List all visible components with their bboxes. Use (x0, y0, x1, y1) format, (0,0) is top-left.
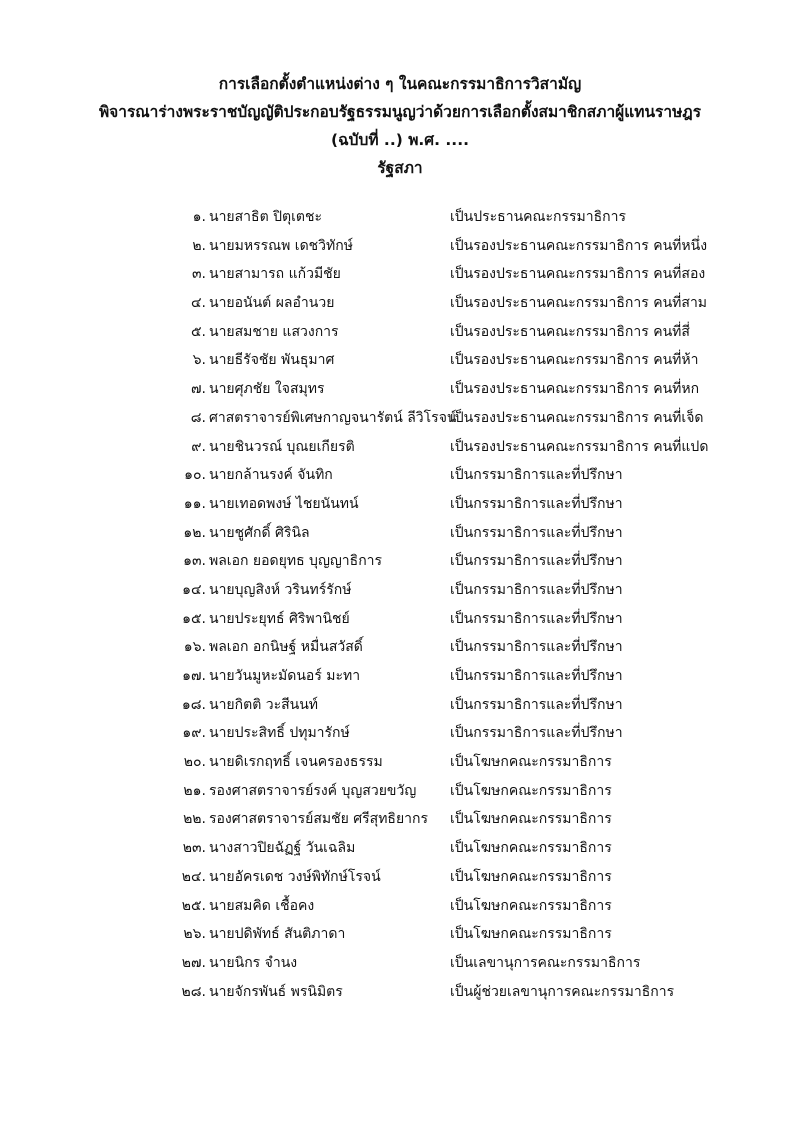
member-role: เป็นกรรมาธิการและที่ปรึกษา (450, 725, 623, 742)
member-name: นายมหรรณพ เดชวิทักษ์ (209, 237, 353, 254)
member-number: ๒๑. (183, 782, 206, 799)
member-number: ๗. (191, 381, 206, 398)
member-number: ๖. (192, 352, 206, 369)
member-row (0, 289, 800, 318)
member-name: นายประสิทธิ์ ปทุมารักษ์ (209, 725, 350, 742)
member-number: ๒๕. (181, 897, 206, 914)
member-row (0, 346, 800, 375)
member-row (0, 605, 800, 634)
member-number: ๘. (190, 409, 206, 426)
member-name: นายดิเรกฤทธิ์ เจนครองธรรม (209, 754, 383, 771)
member-number: ๒. (192, 237, 206, 254)
member-number: ๒๐. (183, 754, 206, 771)
member-name: นายวันมูหะมัดนอร์ มะทา (209, 668, 361, 684)
member-row (0, 777, 800, 806)
member-role: เป็นรองประธานคณะกรรมาธิการ คนที่หก (450, 381, 700, 398)
member-number: ๑๗. (182, 668, 206, 684)
member-name: นายสมคิด เชื้อคง (209, 897, 315, 914)
member-row (0, 949, 800, 978)
member-role: เป็นรองประธานคณะกรรมาธิการ คนที่ห้า (450, 352, 699, 369)
member-name: รองศาสตราจารย์รงค์ บุญสวยขวัญ (209, 782, 417, 799)
member-row (0, 805, 800, 834)
member-role: เป็นรองประธานคณะกรรมาธิการ คนที่เจ็ด (450, 409, 704, 426)
member-name: นายศุภชัย ใจสมุทร (209, 381, 325, 398)
member-name: รองศาสตราจารย์สมชัย ศรีสุทธิยากร (209, 811, 429, 828)
member-name: นายนิกร จำนง (209, 954, 298, 971)
member-number: ๒๖. (183, 926, 206, 943)
member-role: เป็นโฆษกคณะกรรมาธิการ (450, 926, 612, 943)
member-row (0, 978, 800, 1007)
member-number: ๔. (190, 295, 206, 312)
member-number: ๑๐. (184, 467, 206, 484)
member-row (0, 691, 800, 720)
document-institution: รัฐสภา (377, 159, 423, 177)
member-name: นายชินวรณ์ บุณยเกียรติ (209, 438, 355, 455)
member-list (0, 203, 800, 1006)
member-role: เป็นกรรมาธิการและที่ปรึกษา (450, 467, 623, 484)
member-name: นายกิตติ วะสีนนท์ (209, 696, 319, 713)
member-role: เป็นเลขานุการคณะกรรมาธิการ (450, 954, 641, 971)
document-edition: (ฉบับที่ ..) พ.ศ. .... (331, 131, 469, 149)
member-role: เป็นโฆษกคณะกรรมาธิการ (450, 754, 612, 771)
member-row (0, 748, 800, 777)
member-role: เป็นโฆษกคณะกรรมาธิการ (450, 782, 612, 799)
member-row (0, 719, 800, 748)
member-role: เป็นกรรมาธิการและที่ปรึกษา (450, 639, 623, 656)
member-name: นายสาธิต ปิตุเตชะ (209, 209, 323, 225)
member-number: ๑๒. (183, 524, 206, 541)
member-row (0, 519, 800, 548)
member-name: นายอัครเดช วงษ์พิทักษ์โรจน์ (209, 868, 381, 885)
member-number: ๕. (190, 323, 206, 340)
member-name: พลเอก อกนิษฐ์ หมื่นสวัสดิ์ (209, 639, 363, 656)
member-row (0, 318, 800, 347)
member-row (0, 461, 800, 490)
member-name: นายสามารถ แก้วมีชัย (209, 266, 341, 283)
member-name: ศาสตราจารย์พิเศษกาญจนารัตน์ ลีวิโรจน์ (209, 409, 457, 426)
member-row (0, 920, 800, 949)
member-name: นางสาวปิยฉัฏฐ์ วันเฉลิม (209, 840, 356, 857)
member-name: นายกล้านรงค์ จันทิก (209, 467, 333, 484)
member-name: นายเทอดพงษ์ ไชยนันทน์ (209, 495, 359, 512)
member-role: เป็นโฆษกคณะกรรมาธิการ (450, 840, 612, 857)
member-row (0, 490, 800, 519)
member-name: พลเอก ยอดยุทธ บุญญาธิการ (209, 553, 383, 570)
document-header (0, 70, 800, 182)
member-number: ๒๓. (182, 840, 206, 857)
member-name: นายจักรพันธ์ พรนิมิตร (209, 983, 343, 1000)
member-role: เป็นรองประธานคณะกรรมาธิการ คนที่หนึ่ง (450, 237, 708, 254)
member-name: นายประยุทธ์ ศิริพานิชย์ (209, 610, 350, 627)
document-subtitle: พิจารณาร่างพระราชบัญญัติประกอบรัฐธรรมนูญว่าด้วยการเลือกตั้งสมาชิกสภาผู้แทนราษฎร (98, 103, 702, 121)
member-number: ๒๔. (181, 868, 206, 885)
member-name: นายปดิพัทธ์ สันติภาดา (209, 926, 346, 943)
member-row (0, 375, 800, 404)
member-name: นายสมชาย แสวงการ (209, 323, 339, 340)
member-number: ๑๔. (182, 581, 206, 598)
member-number: ๙. (191, 438, 206, 455)
member-role: เป็นโฆษกคณะกรรมาธิการ (450, 868, 612, 885)
member-role: เป็นรองประธานคณะกรรมาธิการ คนที่สอง (450, 266, 706, 283)
member-number: ๑๓. (183, 553, 206, 570)
member-row (0, 892, 800, 921)
member-row (0, 232, 800, 261)
member-name: นายธีรัจชัย พันธุมาศ (209, 352, 335, 369)
member-role: เป็นกรรมาธิการและที่ปรึกษา (450, 495, 623, 512)
member-number: ๑๘. (181, 696, 206, 713)
member-row (0, 260, 800, 289)
member-number: ๑๙. (182, 725, 206, 742)
member-role: เป็นกรรมาธิการและที่ปรึกษา (450, 668, 623, 684)
member-role: เป็นกรรมาธิการและที่ปรึกษา (450, 524, 623, 541)
member-name: นายบุญสิงห์ วรินทร์รักษ์ (209, 581, 352, 598)
member-number: ๒๒. (183, 811, 206, 828)
member-number: ๒๘. (181, 983, 206, 1000)
member-row (0, 662, 800, 691)
member-role: เป็นโฆษกคณะกรรมาธิการ (450, 897, 612, 914)
member-number: ๑. (192, 209, 206, 225)
member-row (0, 834, 800, 863)
member-role: เป็นโฆษกคณะกรรมาธิการ (450, 811, 612, 828)
member-number: ๑๑. (183, 495, 206, 512)
member-role: เป็นกรรมาธิการและที่ปรึกษา (450, 553, 623, 570)
member-number: ๓. (191, 266, 206, 283)
member-row (0, 404, 800, 433)
member-number: ๒๗. (181, 954, 206, 971)
member-role: เป็นรองประธานคณะกรรมาธิการ คนที่สี่ (450, 323, 690, 340)
member-role: เป็นประธานคณะกรรมาธิการ (450, 209, 627, 225)
member-role: เป็นกรรมาธิการและที่ปรึกษา (450, 610, 623, 627)
member-role: เป็นกรรมาธิการและที่ปรึกษา (450, 696, 623, 713)
member-row (0, 633, 800, 662)
member-row (0, 863, 800, 892)
member-row (0, 433, 800, 462)
member-number: ๑๕. (182, 610, 206, 627)
member-role: เป็นกรรมาธิการและที่ปรึกษา (450, 581, 623, 598)
document-title: การเลือกตั้งตำแหน่งต่าง ๆ ในคณะกรรมาธิการวิสามัญ (218, 75, 582, 93)
member-number: ๑๖. (183, 639, 206, 656)
member-name: นายชูศักดิ์ ศิรินิล (209, 524, 310, 541)
member-role: เป็นผู้ช่วยเลขานุการคณะกรรมาธิการ (450, 983, 675, 1000)
member-row (0, 576, 800, 605)
member-name: นายอนันต์ ผลอำนวย (209, 295, 335, 312)
member-row (0, 203, 800, 232)
member-role: เป็นรองประธานคณะกรรมาธิการ คนที่สาม (450, 295, 708, 312)
member-role: เป็นรองประธานคณะกรรมาธิการ คนที่แปด (450, 438, 709, 455)
member-row (0, 547, 800, 576)
